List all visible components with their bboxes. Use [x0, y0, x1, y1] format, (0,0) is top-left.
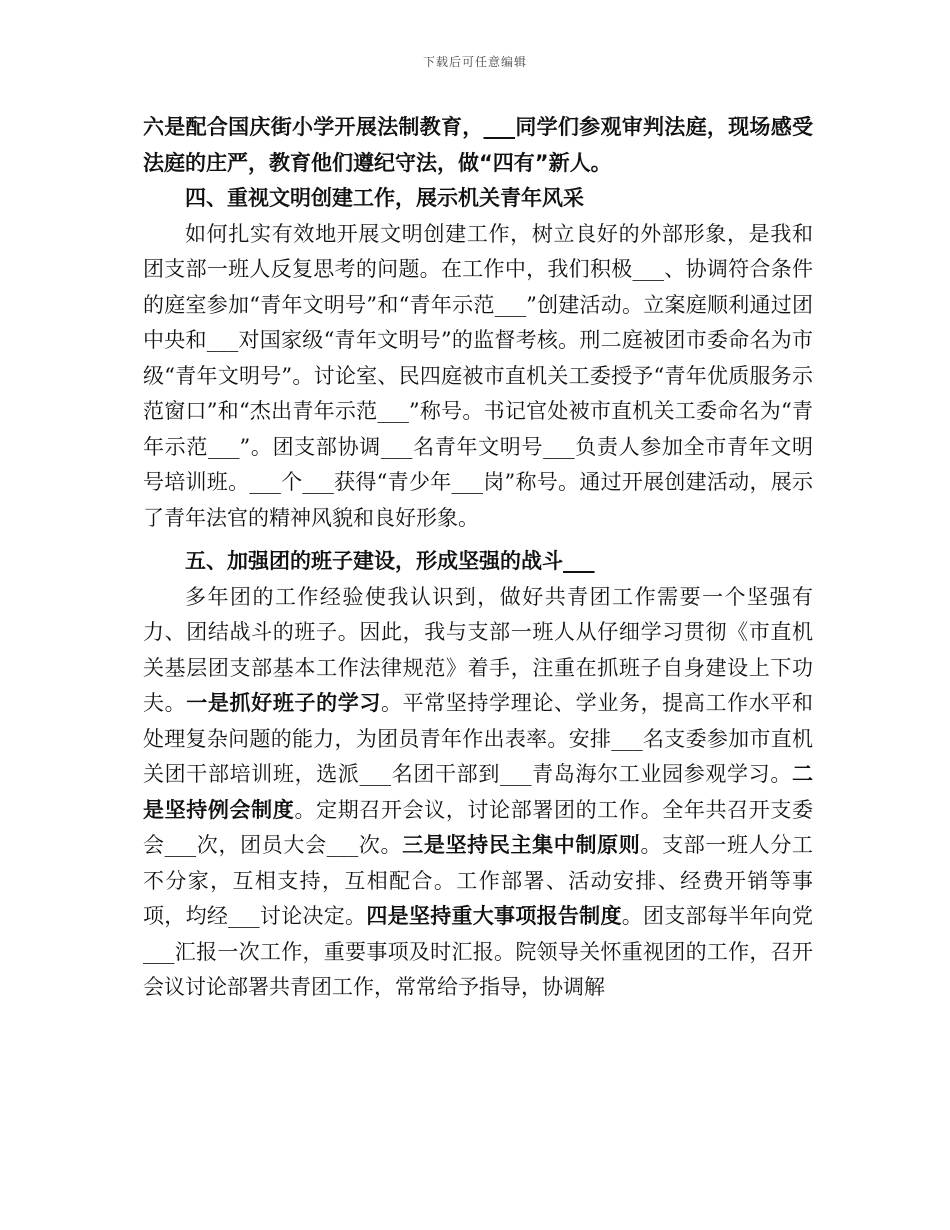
text-run: 。支部一班人分工不分家，互相支持，互相配合。工作部署、活动安排、经费开销等事项，均经___讨论决定。 — [143, 833, 814, 928]
paragraph-team-building — [143, 580, 813, 1006]
text-run: 。团支部每半年向党___汇报一次工作，重要事项及时汇报。院领导关怀重视团的工作，召开会议讨论部署共青团工作，常常给予指导，协调解 — [143, 904, 814, 999]
text-run: 。定期召开会议，讨论部署团的工作。全年共召开支委会___次，团员大会___次。 — [143, 797, 814, 857]
document-body — [143, 110, 813, 1006]
text-run: 多年团的工作经验使我认识到，做好共青团工作需要一个坚强有力、团结战斗的班子。因此，我与支部一班人从仔细学习贯彻《市直机关基层团支部基本工作法律规范》着手，注重在抓班子自身建设上下功夫。 — [143, 584, 813, 715]
section-heading-five: 五、加强团的班子建设，形成坚强的战斗___ — [185, 549, 595, 573]
paragraph-six-education: 六是配合国庆街小学开展法制教育，___同学们参观审判法庭，现场感受法庭的庄严，教育他们遵纪守法，做“四有”新人。 — [143, 115, 813, 175]
bold-point-four: 四是坚持重大事项报告制度 — [366, 904, 622, 928]
section-heading-four: 四、重视文明创建工作，展示机关青年风采 — [185, 186, 584, 210]
page-header: 下载后可任意编辑 — [422, 55, 527, 69]
paragraph-civilization-work: 如何扎实有效地开展文明创建工作，树立良好的外部形象，是我和团支部一班人反复思考的问题。在工作中，我们积极___、协调符合条件的庭室参加“青年文明号”和“青年示范___”创建活动。立案庭顺利通过团中央和___对国家级“青年文明号”的监督考核。刑二庭被团市委命名为市级“青年文明号”。讨论室、民四庭被市直机关工委授予“青年优质服务示范窗口”和“杰出青年示范___”称号。书记官处被市直机关工委命名为“青年示范___”。团支部协调___名青年文明号___负责人参加全市青年文明号培训班。___个___获得“青少年___岗”称号。通过开展创建活动，展示了青年法官的精神风貌和良好形象。 — [143, 221, 813, 530]
text-run: 。平常坚持学理论、学业务，提高工作水平和处理复杂问题的能力，为团员青年作出表率。安排___名支委参加市直机关团干部培训班，选派___名团干部到___青岛海尔工业园参观学习。 — [143, 691, 814, 786]
bold-point-three: 三是坚持民主集中制原则 — [402, 833, 641, 857]
bold-point-one: 一是抓好班子的学习 — [186, 691, 381, 715]
bold-point-two: 二是坚持例会制度 — [143, 762, 813, 822]
